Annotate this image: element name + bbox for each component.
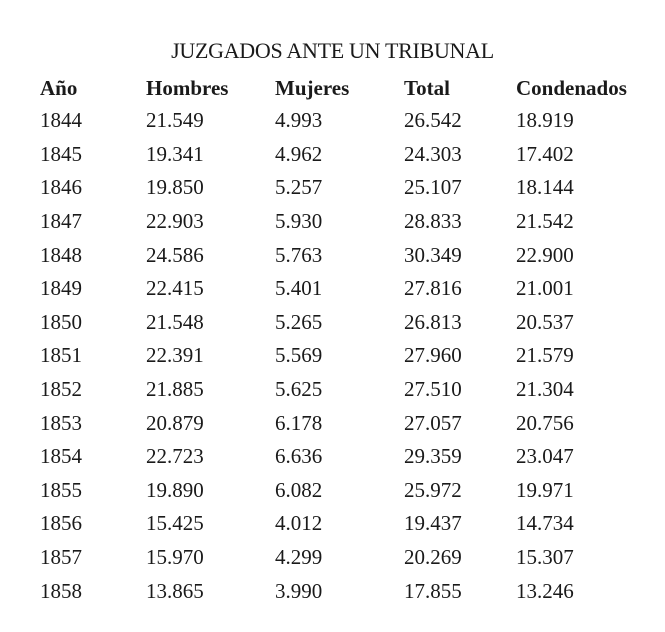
cell-convicted: 21.001 xyxy=(516,276,574,301)
table-row xyxy=(40,138,640,172)
cell-men: 22.903 xyxy=(146,209,204,234)
cell-men: 21.885 xyxy=(146,377,204,402)
header-year: Año xyxy=(40,75,78,100)
table-row xyxy=(40,238,640,272)
cell-women: 4.299 xyxy=(275,545,323,570)
cell-year: 1845 xyxy=(40,141,82,166)
cell-year: 1847 xyxy=(40,209,82,234)
cell-year: 1848 xyxy=(40,242,82,267)
header-row xyxy=(40,72,640,104)
cell-men: 15.425 xyxy=(146,511,204,536)
cell-total: 28.833 xyxy=(404,209,462,234)
cell-men: 13.865 xyxy=(146,578,204,603)
cell-total: 17.855 xyxy=(404,578,462,603)
table-row xyxy=(40,541,640,575)
table-row xyxy=(40,272,640,306)
table-title: JUZGADOS ANTE UN TRIBUNAL xyxy=(171,38,494,63)
table-row xyxy=(40,205,640,239)
cell-women: 5.625 xyxy=(275,377,323,402)
cell-women: 5.569 xyxy=(275,343,323,368)
cell-year: 1852 xyxy=(40,377,82,402)
cell-men: 20.879 xyxy=(146,410,204,435)
cell-men: 21.548 xyxy=(146,309,204,334)
cell-convicted: 17.402 xyxy=(516,141,574,166)
table-row xyxy=(40,440,640,474)
cell-women: 6.178 xyxy=(275,410,323,435)
cell-men: 24.586 xyxy=(146,242,204,267)
cell-total: 30.349 xyxy=(404,242,462,267)
cell-total: 26.542 xyxy=(404,108,462,133)
cell-men: 19.890 xyxy=(146,477,204,502)
cell-year: 1849 xyxy=(40,276,82,301)
cell-women: 5.763 xyxy=(275,242,323,267)
cell-total: 29.359 xyxy=(404,444,462,469)
cell-convicted: 13.246 xyxy=(516,578,574,603)
table-row xyxy=(40,373,640,407)
cell-women: 5.265 xyxy=(275,309,323,334)
cell-total: 27.960 xyxy=(404,343,462,368)
header-men: Hombres xyxy=(146,75,229,100)
cell-convicted: 14.734 xyxy=(516,511,574,536)
cell-convicted: 23.047 xyxy=(516,444,574,469)
cell-total: 19.437 xyxy=(404,511,462,536)
cell-women: 3.990 xyxy=(275,578,323,603)
cell-convicted: 21.579 xyxy=(516,343,574,368)
cell-women: 5.401 xyxy=(275,276,323,301)
cell-convicted: 21.542 xyxy=(516,209,574,234)
cell-men: 19.850 xyxy=(146,175,204,200)
header-total: Total xyxy=(404,75,450,100)
cell-total: 27.816 xyxy=(404,276,462,301)
table-row xyxy=(40,507,640,541)
cell-total: 25.972 xyxy=(404,477,462,502)
cell-women: 4.993 xyxy=(275,108,323,133)
cell-convicted: 19.971 xyxy=(516,477,574,502)
table-row xyxy=(40,339,640,373)
table-row xyxy=(40,474,640,508)
cell-year: 1855 xyxy=(40,477,82,502)
cell-total: 27.057 xyxy=(404,410,462,435)
cell-year: 1853 xyxy=(40,410,82,435)
cell-men: 22.415 xyxy=(146,276,204,301)
table-body xyxy=(40,104,640,608)
cell-women: 4.962 xyxy=(275,141,323,166)
cell-women: 6.636 xyxy=(275,444,323,469)
cell-men: 22.723 xyxy=(146,444,204,469)
cell-total: 26.813 xyxy=(404,309,462,334)
cell-year: 1854 xyxy=(40,444,82,469)
cell-men: 21.549 xyxy=(146,108,204,133)
cell-year: 1856 xyxy=(40,511,82,536)
cell-convicted: 15.307 xyxy=(516,545,574,570)
cell-year: 1844 xyxy=(40,108,82,133)
cell-year: 1857 xyxy=(40,545,82,570)
cell-convicted: 22.900 xyxy=(516,242,574,267)
cell-convicted: 20.537 xyxy=(516,309,574,334)
cell-total: 24.303 xyxy=(404,141,462,166)
cell-men: 19.341 xyxy=(146,141,204,166)
cell-women: 6.082 xyxy=(275,477,323,502)
cell-total: 25.107 xyxy=(404,175,462,200)
cell-women: 4.012 xyxy=(275,511,323,536)
trials-table xyxy=(40,72,640,608)
header-convicted: Condenados xyxy=(516,75,627,100)
cell-year: 1850 xyxy=(40,309,82,334)
cell-convicted: 18.144 xyxy=(516,175,574,200)
table-row xyxy=(40,406,640,440)
cell-men: 15.970 xyxy=(146,545,204,570)
cell-year: 1858 xyxy=(40,578,82,603)
table-row xyxy=(40,574,640,608)
cell-convicted: 18.919 xyxy=(516,108,574,133)
cell-women: 5.930 xyxy=(275,209,323,234)
header-women: Mujeres xyxy=(275,75,350,100)
cell-convicted: 20.756 xyxy=(516,410,574,435)
table-row xyxy=(40,104,640,138)
cell-convicted: 21.304 xyxy=(516,377,574,402)
cell-women: 5.257 xyxy=(275,175,323,200)
table-row xyxy=(40,306,640,340)
cell-men: 22.391 xyxy=(146,343,204,368)
cell-year: 1846 xyxy=(40,175,82,200)
cell-total: 27.510 xyxy=(404,377,462,402)
cell-year: 1851 xyxy=(40,343,82,368)
table-row xyxy=(40,171,640,205)
cell-total: 20.269 xyxy=(404,545,462,570)
